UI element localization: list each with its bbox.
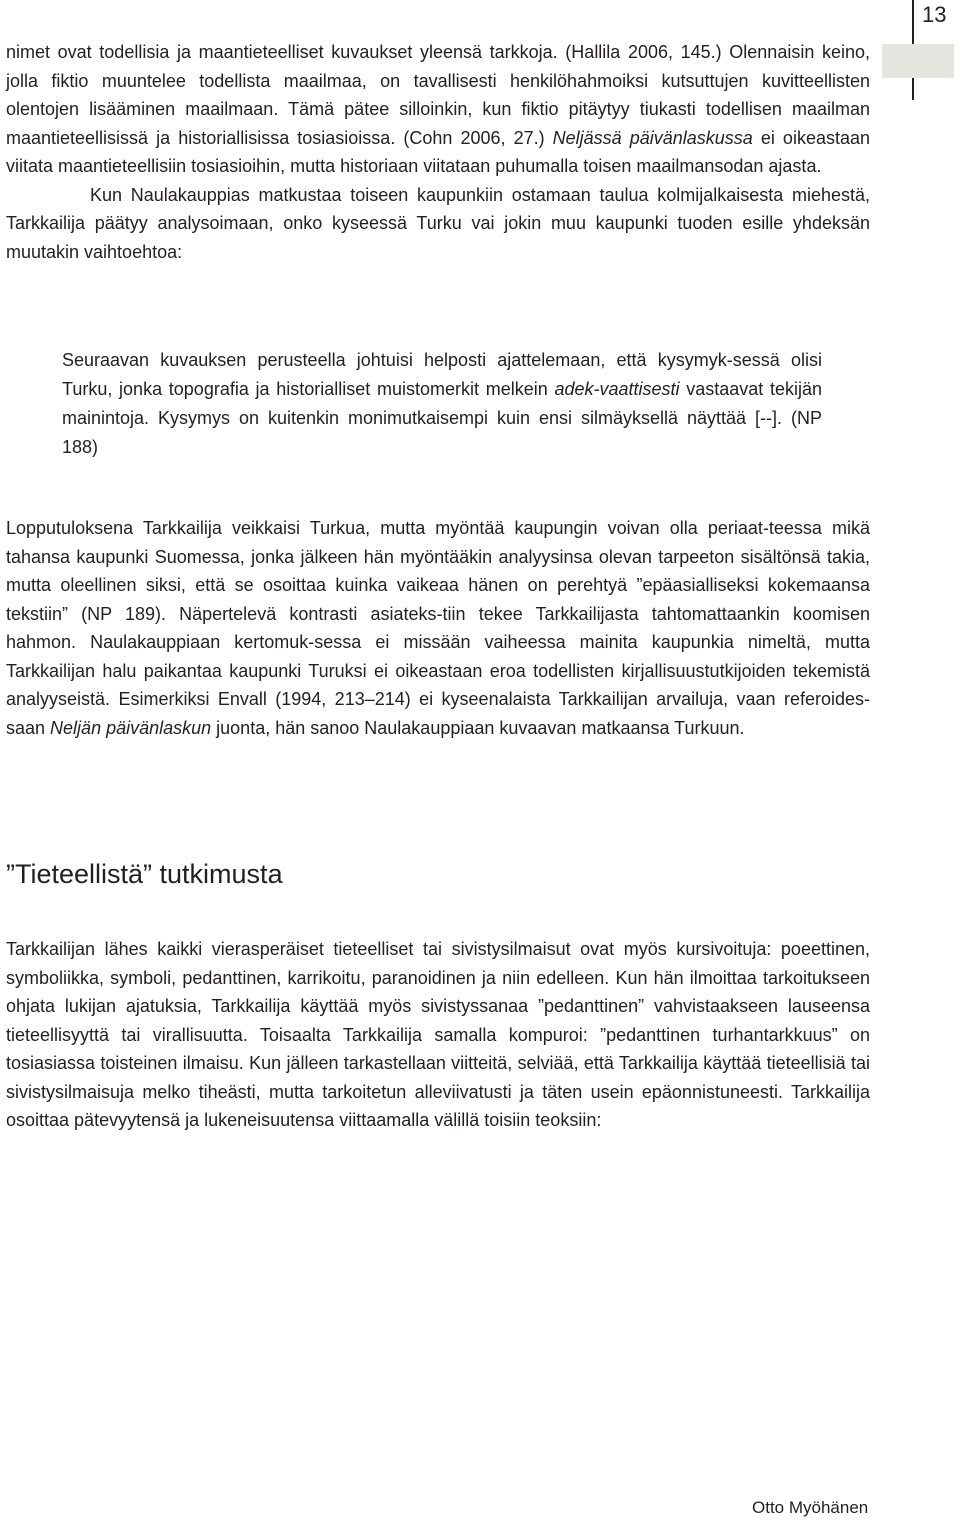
- intro-paragraph-1-italic: Neljässä päivänlaskussa: [552, 127, 753, 148]
- intro-paragraph-1-text-b: ei oikeastaan viitata maantieteellisiin tosiasioihin, mutta historiaan viitataan puhumalla toisen maailmansodan ajasta.: [6, 127, 871, 176]
- section-paragraph: Tarkkailijan lähes kaikki vierasperäiset tieteelliset tai sivistysilmaisut ovat myös kursivoituja: poeettinen, symboliikka, symboli, pedanttinen, karrikoitu, paranoidinen ja niin edelleen. Kun hän ilmoittaa tarkoitukseen ohjata lukijan ajatuksia, Tarkkailija käyttää myös sivistyssanaa ”pedanttinen” vahvistaakseen lauseensa tieteellisyyttä tai virallisuutta. Toisaalta Tarkkailija samalla kompuroi: ”pedanttinen turhantarkkuus” on tosiasiassa toisteinen ilmaisu. Kun jälleen tarkastellaan viitteitä, selviää, että Tarkkailija käyttää tieteellisiä tai sivistysilmaisuja melko tiheästi, mutta tarkoitetun alleviivatusti ja täten usein epäonnistuneesti. Tarkkailija osoittaa pätevyytensä ja lukeneisuutensa viittaamalla välillä toisiin teoksiin:: [6, 939, 870, 1130]
- quote-text-a: Seuraavan kuvauksen perusteella johtuisi helposti ajattelemaan, että kysymyk-sessä olisi Turku, jonka topografia ja historialliset muistomerkit melkein: [62, 350, 822, 399]
- result-italic: Neljän päivänlaskun: [50, 717, 212, 738]
- section-heading: ”Tieteellistä” tutkimusta: [6, 859, 283, 889]
- section-text: [6, 935, 870, 1135]
- result-text: [6, 514, 870, 742]
- result-text-b: juonta, hän sanoo Naulakauppiaan kuvaavan matkaansa Turkuun.: [211, 717, 745, 738]
- quote-italic: adek-vaattisesti: [554, 379, 680, 399]
- result-paragraph: [6, 514, 870, 742]
- quote-text-b: vastaavat tekijän mainintoja. Kysymys on kuitenkin monimutkaisempi kuin ensi silmäyksellä näyttää [--]. (NP 188): [62, 379, 822, 457]
- intro-text: [6, 38, 870, 266]
- intro-paragraph-1: [6, 38, 870, 181]
- intro-paragraph-1-text-a: nimet ovat todellisia ja maantieteelliset kuvaukset yleensä tarkkoja. (Hallila 2006, 145.) Olennaisin keino, jolla fiktio muuntelee todellista maailmaa, on tavallisesti henkilöhahmoiksi kutsuttujen kuvitteellisten olentojen lisääminen maailmaan. Tämä pätee silloinkin, kun fiktio pitäytyy tiukasti todellisen maailman maantieteellisissä ja historiallisissa tosiasioissa. (Cohn 2006, 27.): [6, 42, 870, 148]
- page-number-box: [882, 44, 954, 78]
- author-name: Otto Myöhänen: [752, 1498, 869, 1517]
- quote-paragraph: [62, 346, 822, 462]
- block-quote: [62, 346, 822, 462]
- intro-paragraph-2: Kun Naulakauppias matkustaa toiseen kaupunkiin ostamaan taulua kolmijalkaisesta miehestä, Tarkkailija päätyy analysoimaan, onko kyseessä Turku vai jokin muu kaupunki tuoden esille yhdeksän muutakin vaihtoehtoa:: [6, 184, 870, 262]
- result-text-a: Lopputuloksena Tarkkailija veikkaisi Turkua, mutta myöntää kaupungin voivan olla periaat-teessa mikä tahansa kaupunki Suomessa, jonka jälkeen hän myöntääkin analyysinsa olevan tarpeeton sisältönsä takia, mutta oleellinen siksi, että se osoittaa kuinka vaikeaa hänen on perehtyä ”epäasialliseksi kokemaansa tekstiin” (NP 189). Näpertelevä kontrasti asiateks-tiin tekee Tarkkailijasta tahtomattaankin koomisen hahmon. Naulakauppiaan kertomuk-sessa ei missään vaiheessa mainita kaupunkia nimeltä, mutta Tarkkailijan halu paikantaa kaupunki Turuksi ei oikeastaan eroa todellisten kirjallisuustutkijoiden tekemistä analyyseistä. Esimerkiksi Envall (1994, 213–214) ei kyseenalaista Tarkkailijan arvailuja, vaan referoides-saan: [6, 518, 870, 738]
- page-number: 13: [922, 2, 947, 27]
